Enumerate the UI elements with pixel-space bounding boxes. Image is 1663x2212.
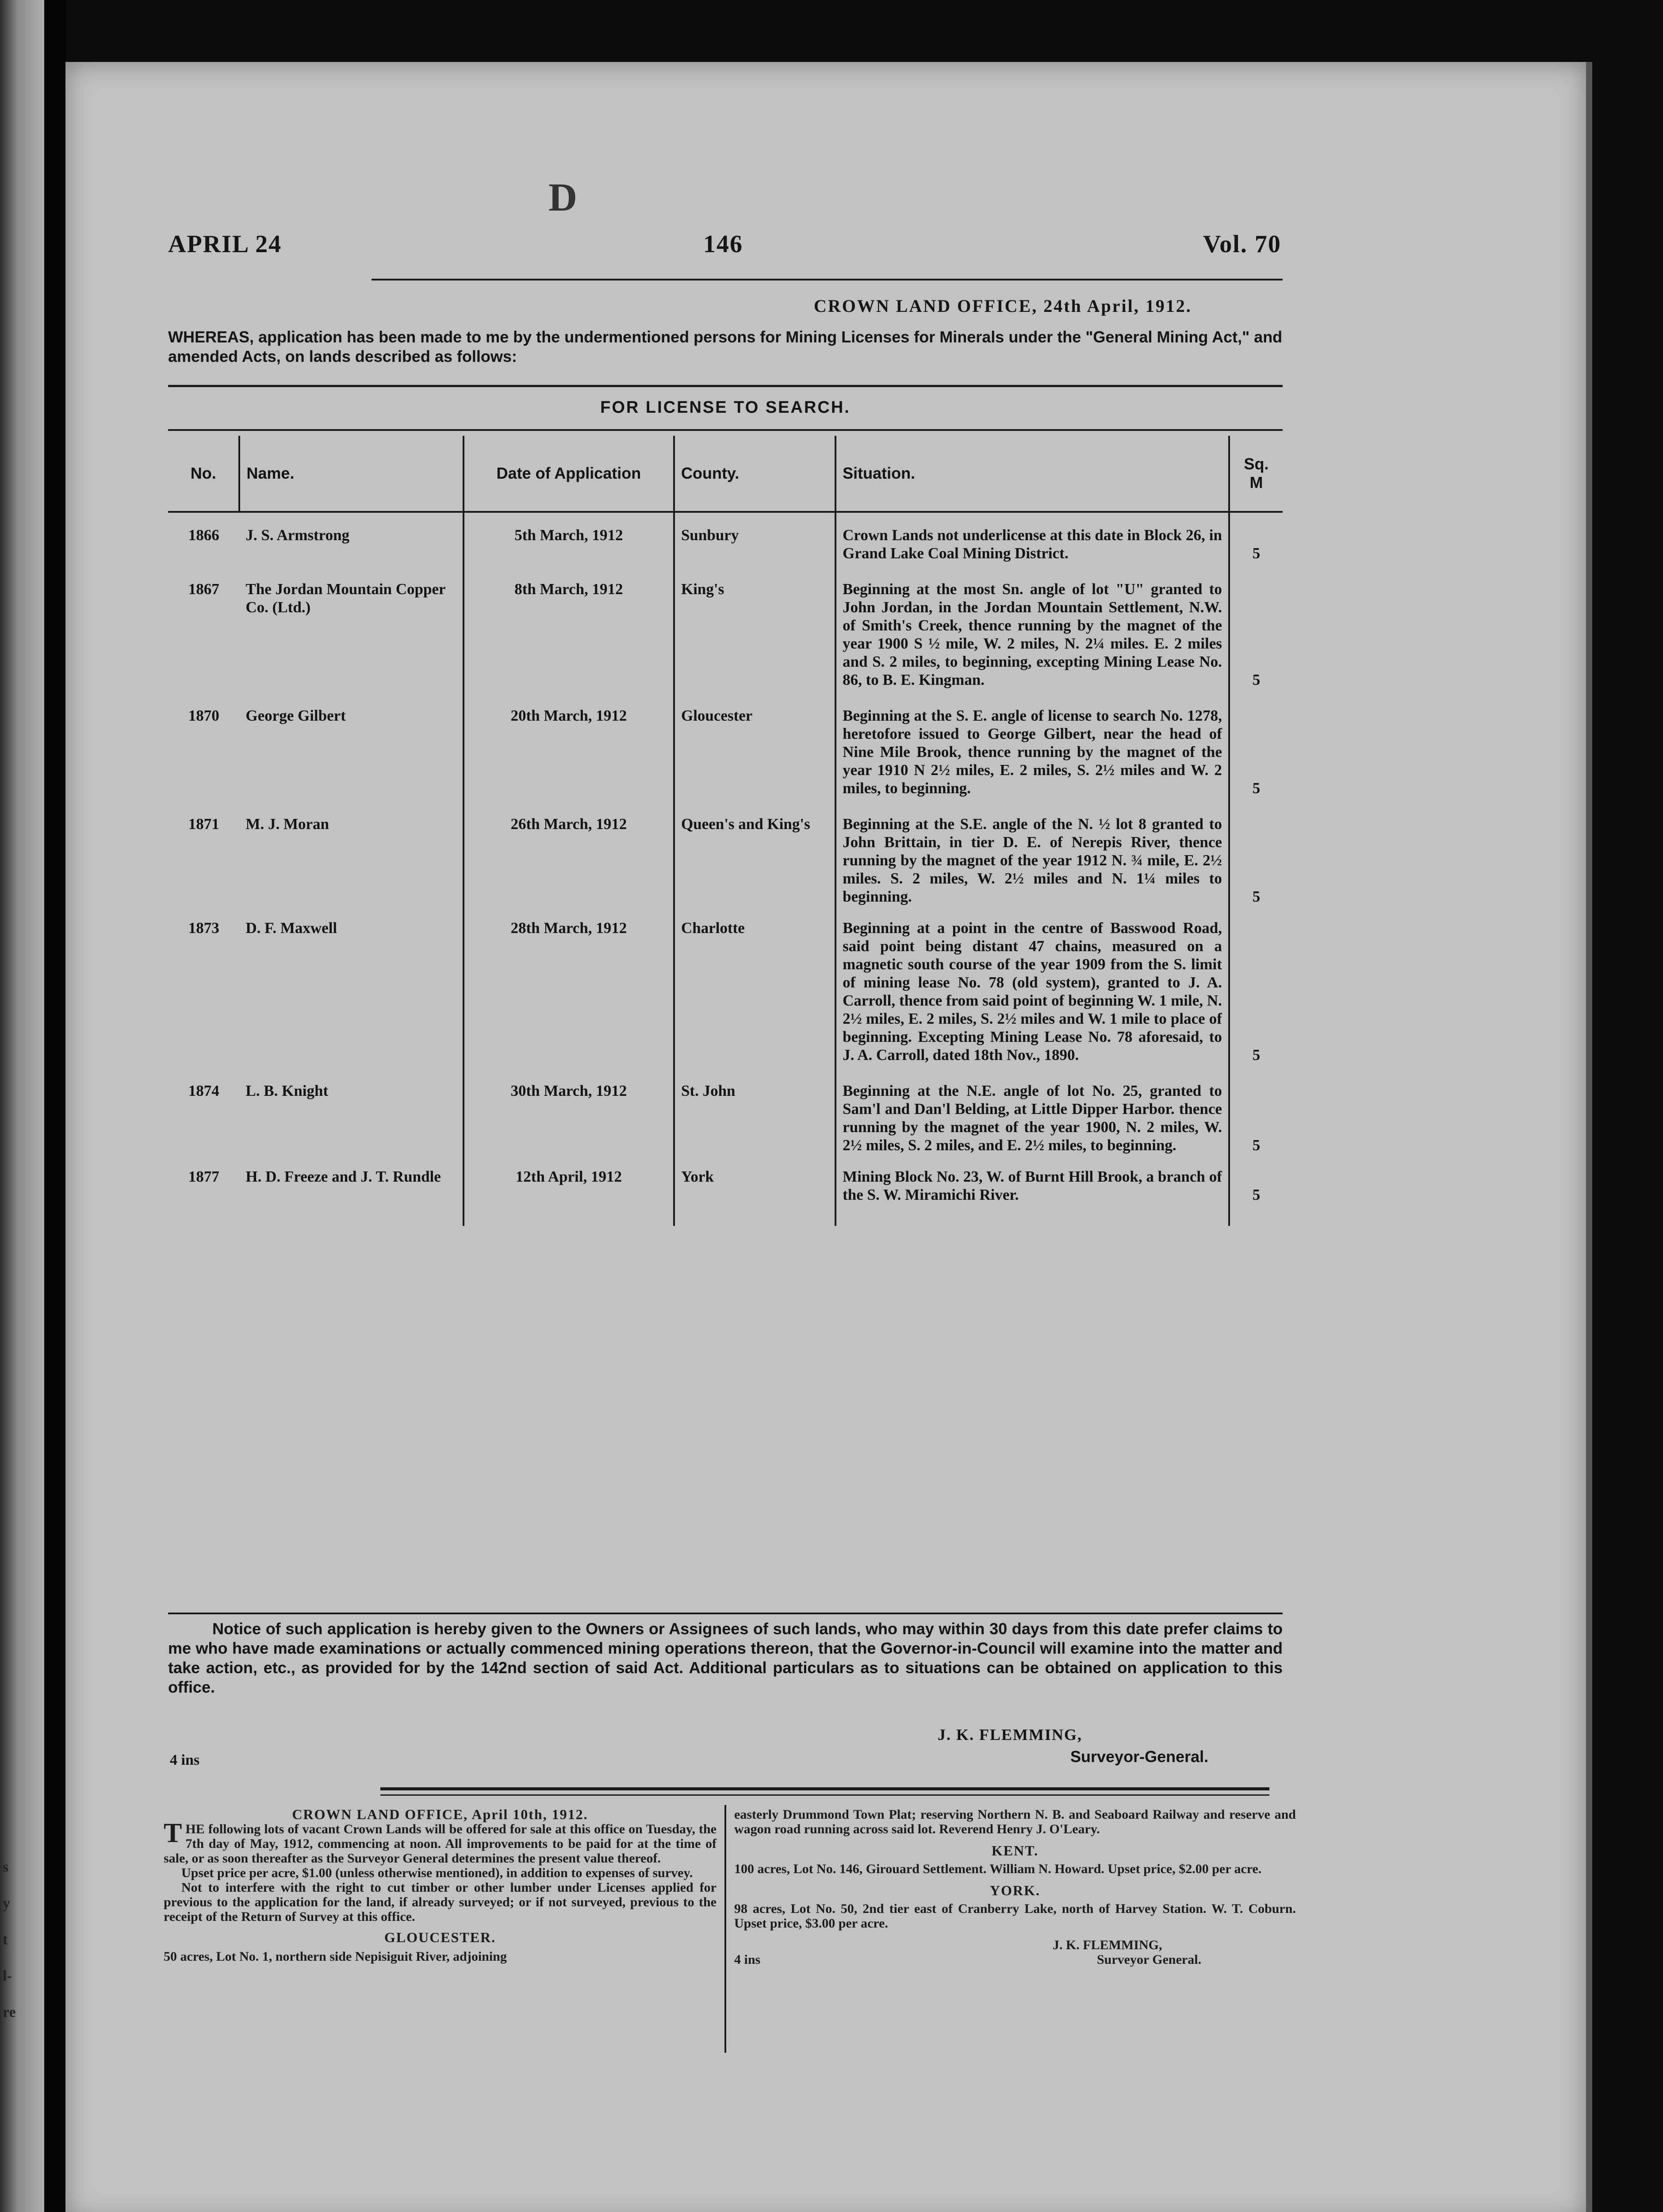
col-header-situation: Situation.: [835, 436, 1229, 512]
cell-sq: 5: [1252, 1137, 1261, 1154]
lot-entry-york: 98 acres, Lot No. 50, 2nd tier east of Cranberry Lake, north of Harvey Station. W. T. Coburn. Upset price, $3.00 per acre.: [734, 1901, 1296, 1931]
margin-mark: l-: [3, 1968, 12, 1984]
table-row: [168, 906, 1283, 1064]
binding-gutter: [44, 0, 65, 2212]
cell-sq: 5: [1252, 1186, 1261, 1203]
lot-entry-gloucester: 50 acres, Lot No. 1, northern side Nepisiguit River, adjoining: [164, 1949, 507, 1964]
signature-title: Surveyor-General.: [1070, 1747, 1209, 1766]
cell-no: 1870: [188, 707, 219, 724]
cell-date: 8th March, 1912: [464, 562, 674, 689]
signature-name: J. K. FLEMMING,: [938, 1726, 1082, 1743]
cell-date: 20th March, 1912: [464, 689, 674, 797]
cell-no: 1867: [188, 580, 219, 598]
sale-notice-para-2: Upset price per acre, $1.00 (unless otherwise mentioned), in addition to expenses of survey.: [181, 1866, 693, 1880]
cell-name: J. S. Armstrong: [239, 512, 463, 562]
margin-mark: re: [3, 2004, 16, 2020]
cell-county: Sunbury: [674, 512, 835, 562]
cell-county: Gloucester: [674, 689, 835, 797]
cell-no: 1873: [188, 919, 219, 937]
county-heading-york: YORK.: [990, 1882, 1040, 1898]
cell-name: D. F. Maxwell: [239, 906, 463, 1064]
margin-mark: t: [3, 1932, 8, 1948]
double-rule-bottom: [380, 1794, 1269, 1796]
col-header-sq: Sq. M: [1229, 436, 1283, 512]
right-signature-block: [734, 1952, 1296, 1967]
cell-no: 1874: [188, 1082, 219, 1099]
office-title: CROWN LAND OFFICE, 24th April, 1912.: [814, 296, 1192, 316]
cell-county: Queen's and King's: [674, 797, 835, 906]
county-heading-gloucester: GLOUCESTER.: [384, 1929, 496, 1945]
right-signature-name: J. K. FLEMMING,: [1053, 1938, 1162, 1952]
license-table: [168, 436, 1283, 1226]
right-insertions-note: 4 ins: [734, 1952, 761, 1967]
ink-blot: D: [548, 176, 577, 219]
table-row: [168, 689, 1283, 797]
table-row: [168, 797, 1283, 906]
double-rule-top: [380, 1787, 1269, 1790]
table-header-row: [168, 436, 1283, 512]
page-number: 146: [703, 230, 743, 258]
notice-paragraph: Notice of such application is hereby given to the Owners or Assignees of such lands, who may within 30 days from this date prefer claims to me who have made examinations or actually commenced mining operations thereon, that the Governor-in-Council will examine into the matter and take action, etc., as provided for by the 142nd section of said Act. Additional particulars as to situations can be obtained on application to this office.: [168, 1620, 1283, 1696]
cell-county: St. John: [674, 1064, 835, 1154]
table-row: [168, 512, 1283, 562]
cell-no: 1871: [188, 815, 219, 833]
sale-notice-right-column: [734, 1807, 1296, 1967]
cell-situation: Beginning at the most Sn. angle of lot "U" granted to John Jordan, in the Jordan Mountain Settlement, N.W. of Smith's Creek, thence running by the magnet of the year 1900 S ½ mile, W. 2 miles, N. 2¼ miles. E. 2 miles and S. 2 miles, to beginning, excepting Mining Lease No. 86, to B. E. Kingman.: [835, 562, 1229, 689]
cell-county: Charlotte: [674, 906, 835, 1064]
cell-date: 5th March, 1912: [464, 512, 674, 562]
cell-date: 28th March, 1912: [464, 906, 674, 1064]
cell-situation: Beginning at the N.E. angle of lot No. 25, granted to Sam'l and Dan'l Belding, at Little Dipper Harbor. thence running by the magnet of the year 1900, N. 2 miles, W. 2½ miles, S. 2 miles, and E. 2½ miles, to beginning.: [835, 1064, 1229, 1154]
cell-name: L. B. Knight: [239, 1064, 463, 1154]
cell-sq: 5: [1252, 1046, 1261, 1064]
drop-cap: T: [164, 1818, 182, 1848]
section-rule: [168, 385, 1283, 387]
right-signature-title: Surveyor General.: [1097, 1952, 1202, 1967]
cell-date: 12th April, 1912: [464, 1154, 674, 1226]
table-top-rule: [168, 429, 1283, 431]
col-header-name: Name.: [239, 436, 463, 512]
cell-name: H. D. Freeze and J. T. Rundle: [239, 1154, 463, 1226]
sale-notice-para-3: Not to interfere with the right to cut timber or other lumber under Licenses applied for previous to the application for the land, if already surveyed; or if not surveyed, previous to the receipt of the Return of Survey at this office.: [164, 1880, 717, 1924]
margin-marks: [3, 1849, 38, 2031]
table-bottom-rule: [168, 1613, 1283, 1614]
cell-sq: 5: [1252, 671, 1261, 688]
cell-date: 30th March, 1912: [464, 1064, 674, 1154]
cell-date: 26th March, 1912: [464, 797, 674, 906]
cell-county: King's: [674, 562, 835, 689]
cell-no: 1877: [188, 1168, 219, 1185]
section-title: FOR LICENSE TO SEARCH.: [600, 398, 851, 417]
sale-notice-left-column: [164, 1807, 717, 1964]
col-header-county: County.: [674, 436, 835, 512]
cell-name: George Gilbert: [239, 689, 463, 797]
top-rule: [372, 279, 1283, 280]
cell-situation: Beginning at the S. E. angle of license to search No. 1278, heretofore issued to George Gilbert, near the head of Nine Mile Brook, thence running by the magnet of the year 1910 N 2½ miles, E. 2 miles, S. 2½ miles and W. 2 miles, to beginning.: [835, 689, 1229, 797]
cell-sq: 5: [1252, 888, 1261, 905]
column-divider: [724, 1805, 726, 2053]
cell-no: 1866: [188, 526, 219, 544]
sale-notice-title: CROWN LAND OFFICE, April 10th, 1912.: [292, 1806, 588, 1822]
cell-county: York: [674, 1154, 835, 1226]
margin-mark: y: [3, 1895, 10, 1912]
cell-name: The Jordan Mountain Copper Co. (Ltd.): [239, 562, 463, 689]
lot-entry-kent: 100 acres, Lot No. 146, Girouard Settlement. William N. Howard. Upset price, $2.00 per acre.: [734, 1862, 1262, 1876]
cell-situation: Beginning at a point in the centre of Basswood Road, said point being distant 47 chains, measured on a magnetic south course of the year 1909 from the S. limit of mining lease No. 78 (old system), granted to J. A. Carroll, thence from said point of beginning W. 1 mile, N. 2½ miles, E. 2 miles, S. 2½ miles and W. 1 mile to place of beginning. Excepting Mining Lease No. 78 aforesaid, to J. A. Carroll, dated 18th Nov., 1890.: [835, 906, 1229, 1064]
table-row: [168, 1154, 1283, 1226]
sale-notice-para-1: HE following lots of vacant Crown Lands will be offered for sale at this office on Tuesday, the 7th day of May, 1912, commencing at noon. All improvements to be paid for at the time of sale, or as soon thereafter as the Surveyor General determines the present value thereof.: [164, 1822, 717, 1866]
county-heading-kent: KENT.: [991, 1843, 1039, 1859]
adjacent-page: [0, 0, 44, 2212]
insertions-note: 4 ins: [170, 1752, 200, 1768]
cell-sq: 5: [1252, 545, 1261, 562]
lot-entry-continuation: easterly Drummond Town Plat; reserving Northern N. B. and Seaboard Railway and reserve and wagon road running across said lot. Reverend Henry J. O'Leary.: [734, 1807, 1296, 1836]
volume-number: Vol. 70: [1203, 230, 1281, 258]
cell-situation: Mining Block No. 23, W. of Burnt Hill Brook, a branch of the S. W. Miramichi River.: [835, 1154, 1229, 1226]
table-row: [168, 562, 1283, 689]
header-date: APRIL 24: [168, 230, 282, 258]
table-row: [168, 1064, 1283, 1154]
cell-situation: Beginning at the S.E. angle of the N. ½ lot 8 granted to John Brittain, in tier D. E. of Nerepis River, thence running by the magnet of the year 1912 N. ¾ mile, E. 2½ miles. S. 2 miles, W. 2½ miles and N. 1¼ miles to beginning.: [835, 797, 1229, 906]
cell-sq: 5: [1252, 780, 1261, 797]
col-header-no: No.: [168, 436, 239, 512]
page-edge: [1586, 62, 1592, 2212]
intro-paragraph: WHEREAS, application has been made to me by the undermentioned persons for Mining Licenses for Minerals under the "General Mining Act," and amended Acts, on lands described as follows:: [168, 328, 1283, 365]
margin-mark: s: [3, 1859, 9, 1875]
cell-situation: Crown Lands not underlicense at this date in Block 26, in Grand Lake Coal Mining District.: [835, 512, 1229, 562]
cell-name: M. J. Moran: [239, 797, 463, 906]
col-header-date: Date of Application: [464, 436, 674, 512]
